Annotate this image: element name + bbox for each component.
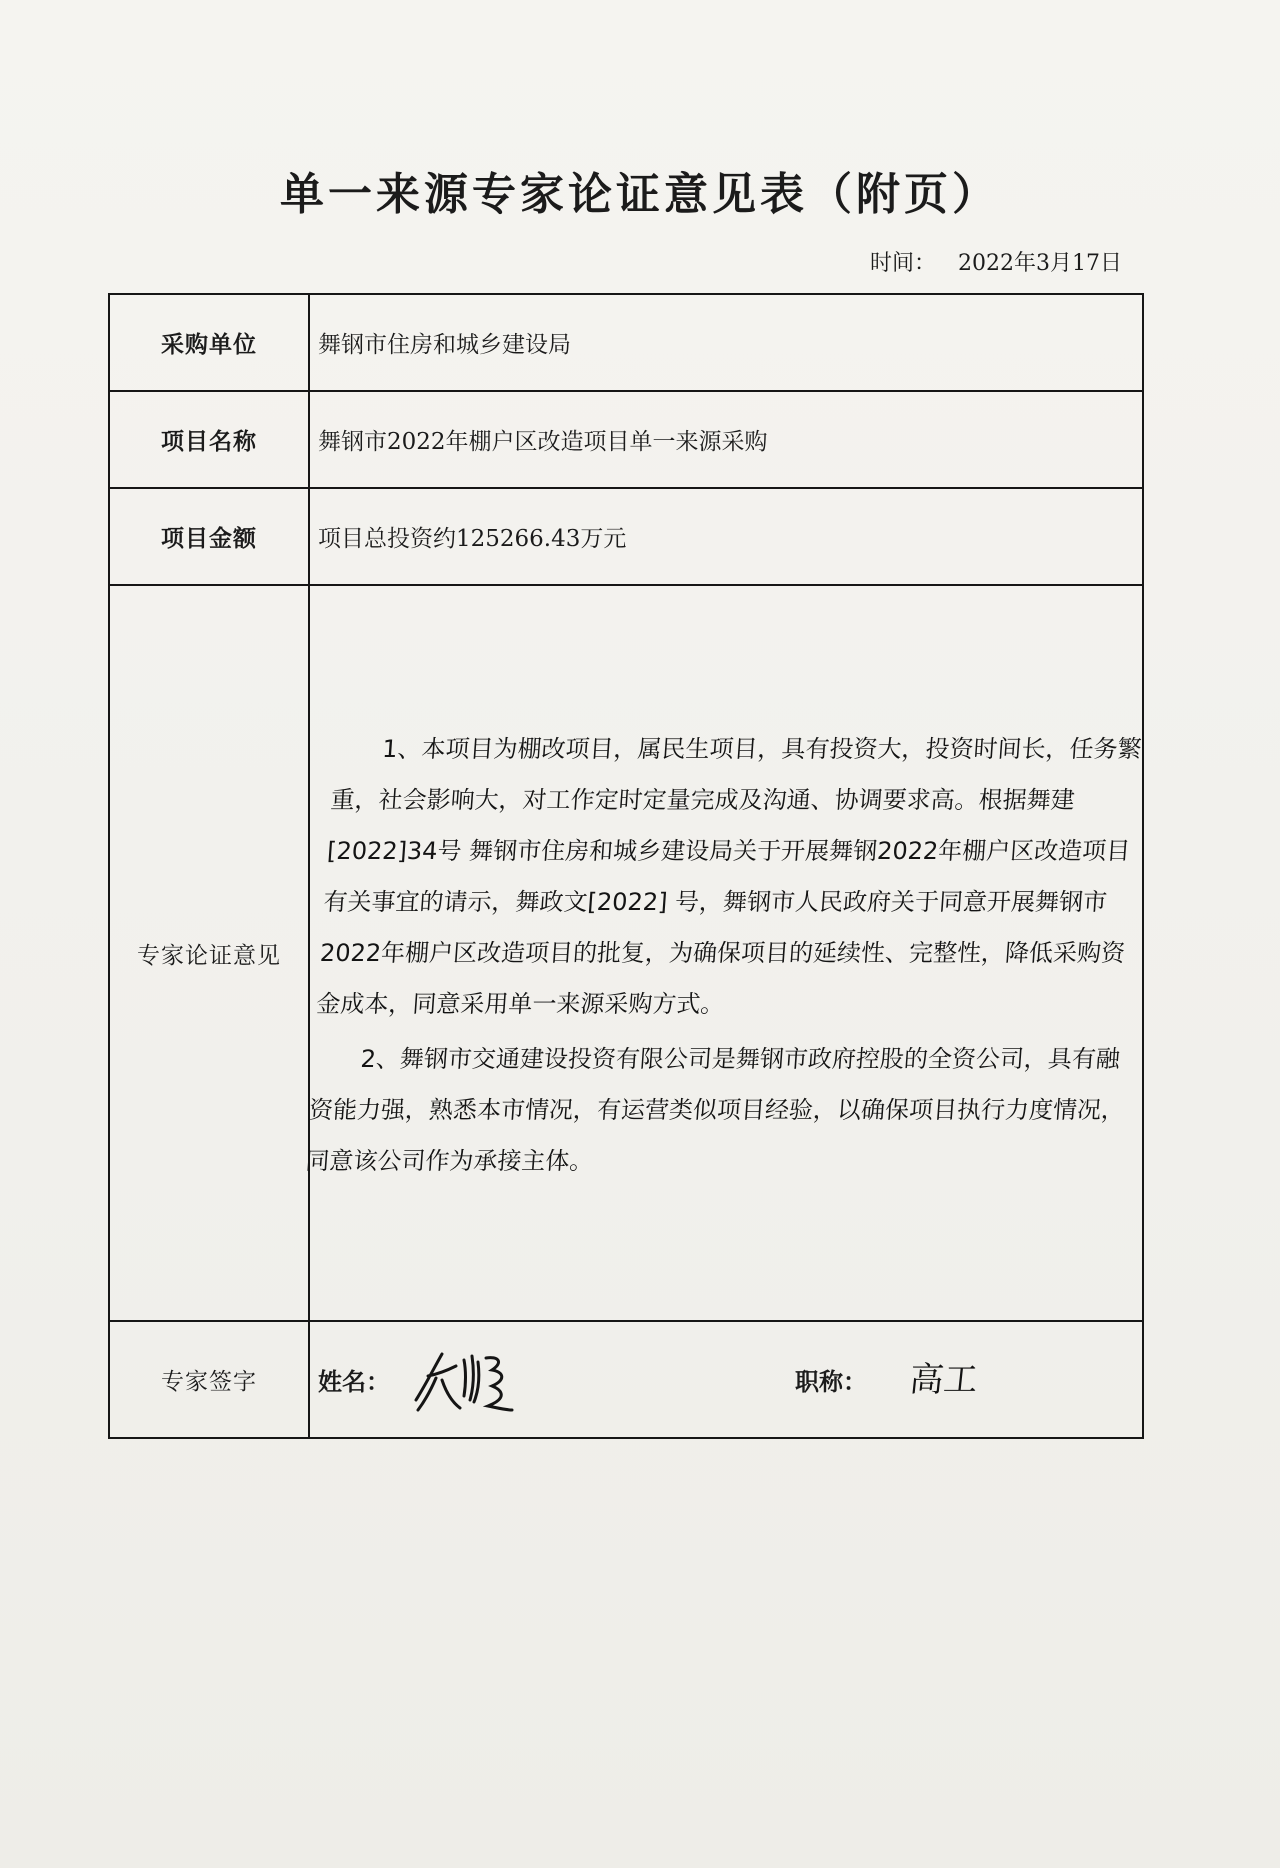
opinion-form-table: [108, 293, 1144, 1439]
title-label: 职称：: [795, 1368, 867, 1396]
date-value: 2022年3月17日: [958, 251, 1122, 276]
handwritten-signature: [408, 1340, 518, 1420]
amount-value: 项目总投资约125266.43万元: [309, 488, 1143, 585]
signature-cell: [309, 1321, 1143, 1438]
form-row-amount: [109, 488, 1143, 585]
form-row-project-name: [109, 391, 1143, 488]
project-name-label: 项目名称: [109, 391, 309, 488]
purchaser-value: 舞钢市住房和城乡建设局: [309, 294, 1143, 391]
title-value: 高工: [907, 1360, 980, 1400]
opinion-paragraph-1: 1、本项目为棚改项目，属民生项目，具有投资大，投资时间长，任务繁重，社会影响大，对工作定时定量完成及沟通、协调要求高。根据舞建[2022]34号 舞钢市住房和城乡建设局关于开展舞钢2022年棚户区改造项目有关事宜的请示，舞政文[2022] 号，舞钢市人民政府关于同意开展舞钢市2022年棚户区改造项目的批复，为确保项目的延续性、完整性，降低采购资金成本，同意采用单一来源采购方式。: [315, 734, 1143, 1018]
form-row-signature: [109, 1321, 1143, 1438]
page-title: 单一来源专家论证意见表（附页）: [280, 169, 1000, 220]
date-label: 时间：: [870, 251, 937, 276]
opinion-label: 专家论证意见: [109, 585, 309, 1321]
form-row-purchaser: [109, 294, 1143, 391]
project-name-value: 舞钢市2022年棚户区改造项目单一来源采购: [309, 391, 1143, 488]
opinion-cell: [304, 585, 1143, 1321]
purchaser-label: 采购单位: [109, 294, 309, 391]
amount-label: 项目金额: [109, 488, 309, 585]
opinion-paragraph-2: 2、舞钢市交通建设投资有限公司是舞钢市政府控股的全资公司，具有融资能力强，熟悉本市情况，有运营类似项目经验，以确保项目执行力度情况，同意该公司作为承接主体。: [304, 1044, 1127, 1175]
handwritten-opinion: [294, 720, 1159, 1187]
signature-label: 专家签字: [109, 1321, 309, 1438]
form-row-opinion: [109, 585, 1143, 1321]
date-line: [870, 246, 1140, 277]
name-label: 姓名：: [318, 1368, 390, 1396]
